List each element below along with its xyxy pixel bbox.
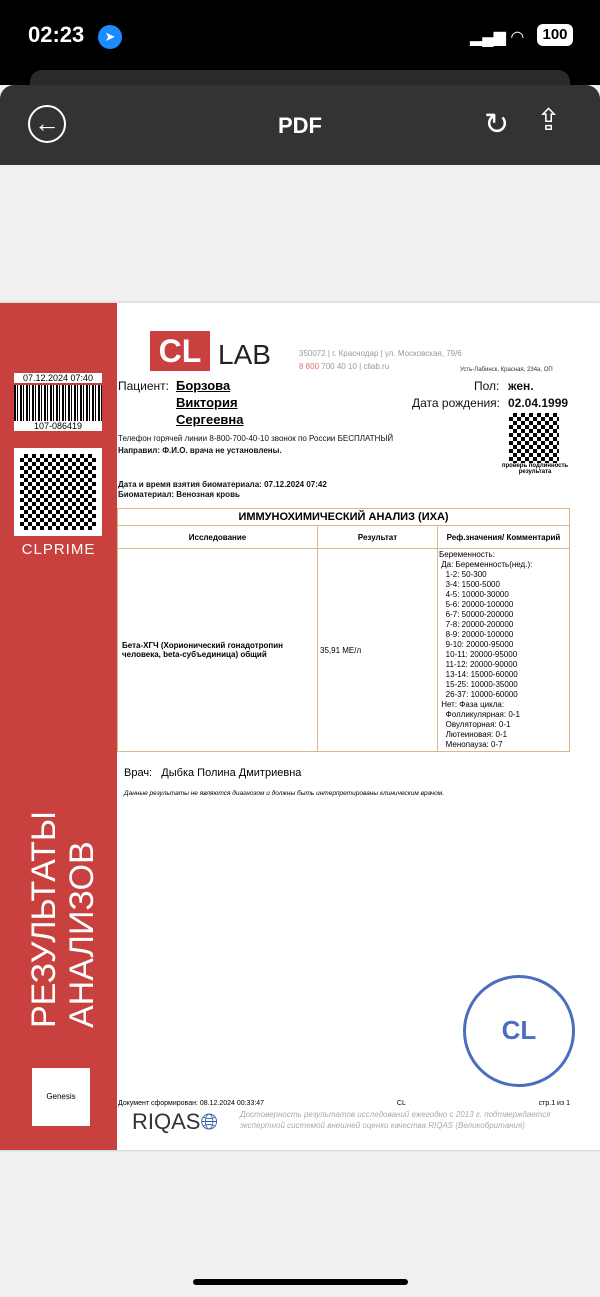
referrer: Направил: Ф.И.О. врача не установлены. [118, 446, 282, 455]
address: 350072 | г. Краснодар | ул. Московская, 79/6 [299, 349, 462, 358]
patient-middle-name: Сергеевна [176, 412, 244, 427]
sex-label: Пол: [474, 379, 500, 393]
footer-code: CL [396, 1100, 406, 1107]
test-name: Бета-ХГЧ (Хорионический гонадотропин человека, beta-субъединица) общий [118, 549, 318, 752]
partner-logo: Genesis [32, 1068, 90, 1126]
riqas-logo [132, 1109, 218, 1135]
col-ref: Реф.значения/ Комментарий [438, 526, 570, 549]
reference-line: Менопауза: 0-7 [439, 740, 503, 749]
reference-line: 10-11: 20000-95000 [439, 650, 518, 659]
accreditation-line: экспертной системой внешней оценки качества RIQAS (Великобритания) [240, 1121, 525, 1130]
doctor-name: Дыбка Полина Дмитриевна [161, 767, 302, 779]
reference-line: 15-25: 10000-35000 [439, 680, 518, 689]
sidebar-datetime: 07.12.2024 07:40 [14, 373, 102, 383]
reference-line: 26-37: 10000-60000 [439, 690, 518, 699]
branch: Усть-Лабинск, Красная, 234а, ОП [460, 367, 553, 373]
battery-icon: 100 [537, 24, 573, 46]
hotline: Телефон горячей линии 8-800-700-40-10 звонок по России БЕСПЛАТНЫЙ [118, 434, 394, 443]
reference-line: 4-5: 10000-30000 [439, 590, 509, 599]
brand-label: CLPRIME [21, 541, 96, 558]
reload-icon[interactable]: ↻ [484, 108, 510, 141]
share-icon[interactable]: ⇪ [536, 104, 562, 137]
phone-prefix: 8 800 [299, 362, 320, 371]
dob-label: Дата рождения: [412, 396, 500, 410]
table-title: ИММУНОХИМИЧЕСКИЙ АНАЛИЗ (ИХА) [118, 509, 570, 526]
col-result: Результат [318, 526, 438, 549]
footer [118, 1100, 570, 1107]
reference-line: 13-14: 15000-60000 [439, 670, 518, 679]
lab-stamp: CL [463, 975, 575, 1087]
lab-logo-text: LAB [218, 339, 271, 370]
test-result: 35,91 МЕ/л [318, 549, 438, 752]
reference-line: Фолликулярная: 0-1 [439, 710, 520, 719]
results-table [117, 508, 570, 752]
barcode [14, 385, 102, 421]
sample-date: Дата и время взятия биоматериала: 07.12.2024 07:42 [118, 480, 327, 489]
verify-qr-code [509, 413, 559, 463]
clock: 02:23 [28, 22, 85, 47]
home-indicator[interactable] [193, 1279, 408, 1285]
doctor-label: Врач: [124, 767, 153, 779]
qr-caption: проверь подлинность результата [501, 463, 569, 475]
disclaimer: Данные результаты не являются диагнозом и должны быть интерпретированы клиническим врачом. [124, 790, 445, 797]
cl-logo: CL [150, 331, 210, 371]
reference-line: 6-7: 50000-200000 [439, 610, 514, 619]
reference-line: Овуляторная: 0-1 [439, 720, 511, 729]
reference-line: Лютеиновая: 0-1 [439, 730, 508, 739]
signal-wifi-icon: ▂▄▆ ◠ [470, 29, 525, 46]
back-arrow-icon[interactable]: ← [28, 105, 66, 143]
page-number: стр.1 из 1 [538, 1100, 570, 1107]
doctor [124, 767, 301, 779]
barcode-number: 107-086419 [14, 421, 102, 431]
reference-line: 7-8: 20000-200000 [439, 620, 514, 629]
reference-line: 1-2: 50-300 [439, 570, 487, 579]
reference-values [438, 549, 570, 752]
reference-line: 3-4: 1500-5000 [439, 580, 500, 589]
reference-line: 8-9: 20000-100000 [439, 630, 514, 639]
biomaterial: Биоматериал: Венозная кровь [118, 490, 240, 499]
document-sidebar [0, 303, 117, 1150]
accreditation-line: Достоверность результатов исследований ежегодно с 2013 г. подтверждается [240, 1110, 551, 1119]
reference-line: 9-10: 20000-95000 [439, 640, 514, 649]
reference-line: Нет: Фаза цикла: [439, 700, 505, 709]
phone: 700 40 10 | cllab.ru [319, 362, 390, 371]
patient-label: Пациент: [118, 379, 170, 393]
reference-line: 5-6: 20000-100000 [439, 600, 514, 609]
page-title: PDF [278, 113, 322, 138]
location-icon: ➤ [98, 25, 122, 49]
patient-first-name: Виктория [176, 395, 238, 410]
globe-icon: 🌐︎ [200, 1109, 219, 1134]
generated-date: Документ сформирован: 08.12.2024 00:33:47 [118, 1100, 265, 1107]
sex-value: жен. [508, 379, 534, 393]
vertical-title: РЕЗУЛЬТАТЫ АНАЛИЗОВ [25, 811, 101, 1028]
reference-line: 11-12: 20000-90000 [439, 660, 518, 669]
dob-value: 02.04.1999 [508, 396, 569, 410]
pdf-header [0, 85, 600, 165]
reference-line: Да: Беременность(нед.): [439, 560, 533, 569]
table-row [118, 549, 570, 752]
accreditation [240, 1109, 551, 1131]
col-test: Исследование [118, 526, 318, 549]
lab-address [299, 347, 462, 373]
qr-code [14, 448, 102, 536]
reference-line: Беременность: [439, 550, 495, 559]
riqas-text: RIQAS [132, 1109, 201, 1134]
patient-last-name: Борзова [176, 378, 231, 393]
pdf-document [0, 303, 600, 1150]
